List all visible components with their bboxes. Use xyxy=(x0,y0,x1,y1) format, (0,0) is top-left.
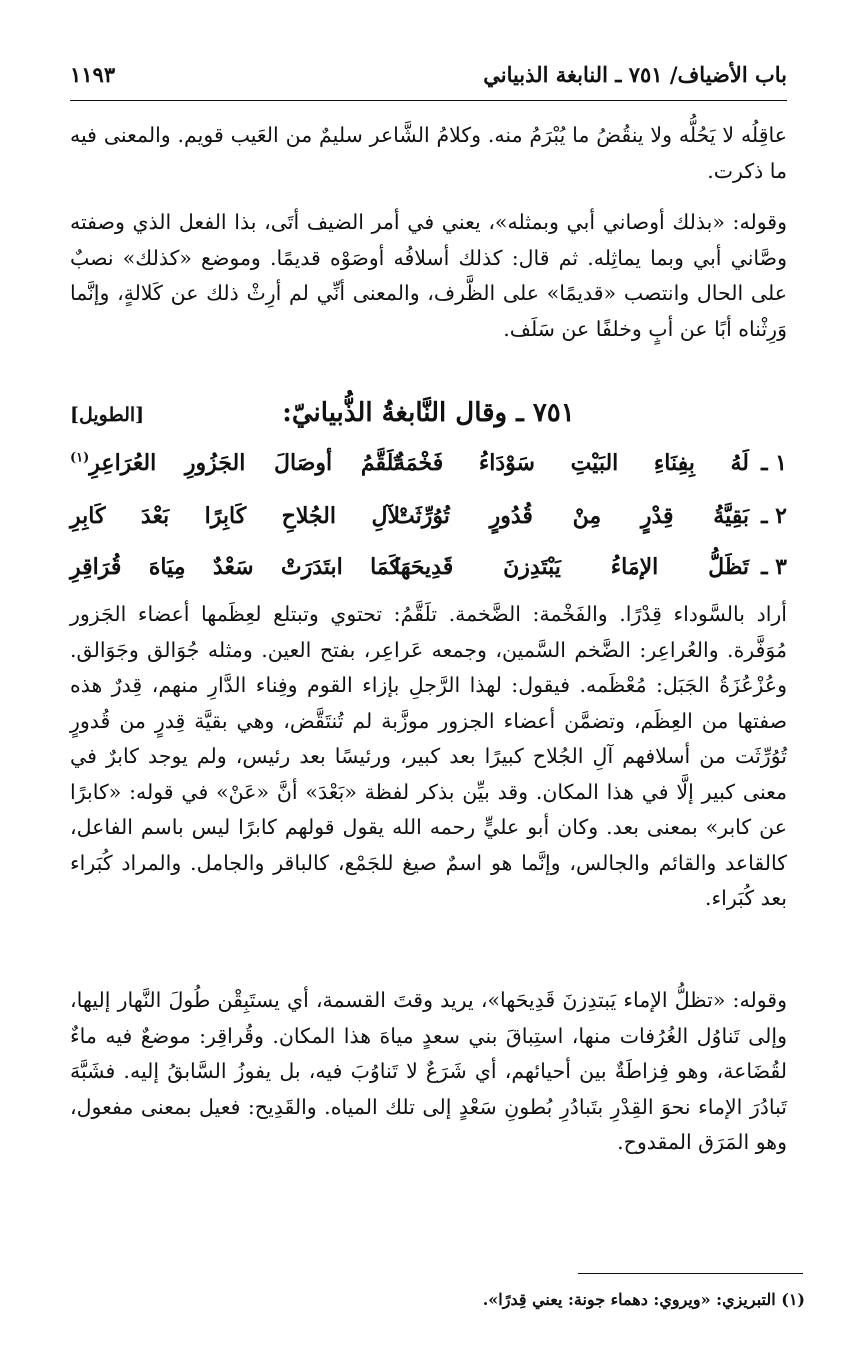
paragraph-commentary-2: وقوله: «بذلك أوصاني أبي وبمثله»، يعني في أمر الضيف أتَى، بذا الفعل الذي وصفته وصَّاني أبي وبما يماثِله. ثم قال: كذلك أسلافُه أوصَوْه قديمًا. وموضع «كذلك» نصبٌ على الحال وانتصب «قديمًا» على الظَّرف، والمعنى أنِّي لم أرِثْ ذلك عن كَلالةٍ، وإنَّما وَرِثْناه أبًا عن أبٍ وخلفًا عن سَلَف. xyxy=(70,210,787,341)
verse-first-hemistich: لَهُ بِفِنَاءِ البَيْتِ سَوْدَاءُ فَخْمَةٌ xyxy=(394,450,749,476)
verse-second-hemistich xyxy=(70,450,400,476)
verse-line xyxy=(70,450,787,490)
poem-heading xyxy=(70,398,787,442)
footnote: (١) التبريزي: «ويروي: دهماء جونة: يعني قِدرًا». xyxy=(482,1290,805,1309)
poem-meter: [الطويل] xyxy=(70,404,145,426)
verse-line xyxy=(70,503,787,543)
verse-second-hemistich: كَمَا ابتَدَرَتْ سَعْدٌ مِيَاهَ قُرَاقِرِ xyxy=(70,554,400,580)
verse-first-hemistich: تَظَلُّ الإمَاءُ يَبْتَدِزنَ قَدِيحَهَا xyxy=(394,554,749,580)
verse-second-text: تَلَقَّمُ أوصَالَ الجَزُورِ العُرَاعِرِ xyxy=(89,450,400,476)
poem-title: ٧٥١ ـ وقال النَّابغةُ الذُّبيانيّ: xyxy=(282,398,575,428)
running-head: باب الأضياف/ ٧٥١ ـ النابغة الذبياني xyxy=(483,62,787,87)
footnote-marker: (١) xyxy=(70,450,90,466)
page-header xyxy=(70,56,787,101)
paragraph-commentary-1: عاقِلُه لا يَحُلُّه ولا ينقُضُ ما يُبْرَمُ منه. وكلامُ الشَّاعر سليمٌ من العَيب قويم. والمعنى فيه ما ذكرت. xyxy=(70,123,787,183)
paragraph-commentary-3: أراد بالسَّوداء قِدْرًا. والفَخْمة: الضَّخمة. تلَقَّمُ: تحتوي وتبتلع لعِظَمها أعضاء الجَزور مُوَفَّرة. والعُراعِر: الضَّخم السَّمين، وجمعه عَراعِر، بفتح العين. ومثله جُوَالق وجَوَالق. وعُزْعُزَةُ الجَبَل: مُعْظَمه. فيقول: لهذا الرَّجلِ بإزاء القوم وفِناء الدَّارِ منهم، قِدرٌ هذه صفتها من العِظَم، وتضمَّن أعضاء الجزور موزَّبة لم تُنتَقَّض، وهي بقيَّة قِدرٍ من قُدورٍ تُوُرِّثَت من أسلافهم آلِ الجُلاح كبيرًا بعد كبير، ورئيسًا بعد رئيس، ولم يوجد كابرٌ في معنى كبير إلَّا في هذا المكان. وقد بيِّن بذكر لفظة «بَعْدَ» أنَّ «عَنْ» في قوله: «كابرًا عن كابر» بمعنى بعد. وكان أبو عليٍّ رحمه الله يقول قولهم كابرًا ليس باسم الفاعل، كالقاعد والقائم والجالس، وإنَّما هو اسمٌ صيغ للجَمْع، كالباقر والجامل. والمراد كُبَراء بعد كُبَراء. xyxy=(70,602,787,910)
verse-number: ١ ـ xyxy=(761,450,787,476)
verse-number: ٢ ـ xyxy=(761,503,787,529)
footnote-divider xyxy=(578,1273,803,1274)
verse-number: ٣ ـ xyxy=(761,554,787,580)
verse-line xyxy=(70,554,787,594)
verse-first-hemistich: بَقِيَّةُ قِدْرٍ مِنْ قُدُورٍ تُوُرِّثَتْ xyxy=(394,503,749,529)
paragraph-commentary-4: وقوله: «تظلُّ الإماء يَبتدِزنَ قَدِيحَها»، يريد وقتَ القسمة، أي يستَبِقْن طُولَ النَّهار إليها، وإلى تَناوُل الغُرُفات منها، استِباقَ بني سعدٍ مياهَ هذا المكان. وقُراقِر: موضعٌ فيه ماءٌ لقُضَاعة، وهو فِزاطَةٌ بين أحيائهم، أي شَرَعٌ لا تَناوُبَ فيه، بل يفوزُ السَّابقُ إليه. فشَبَّهَ تَبادُرَ الإماء نحوَ القِدْرِ بتَبادُرِ بُطونِ سَعْدٍ إلى تلك المياه. والقَدِيح: فعيل بمعنى مفعول، وهو المَرَق المقدوح. xyxy=(70,988,787,1154)
verse-second-hemistich: لآلِ الجُلاحِ كَابِرًا بَعْدَ كَابِرِ xyxy=(70,503,400,529)
page-number: ١١٩٣ xyxy=(70,62,116,87)
